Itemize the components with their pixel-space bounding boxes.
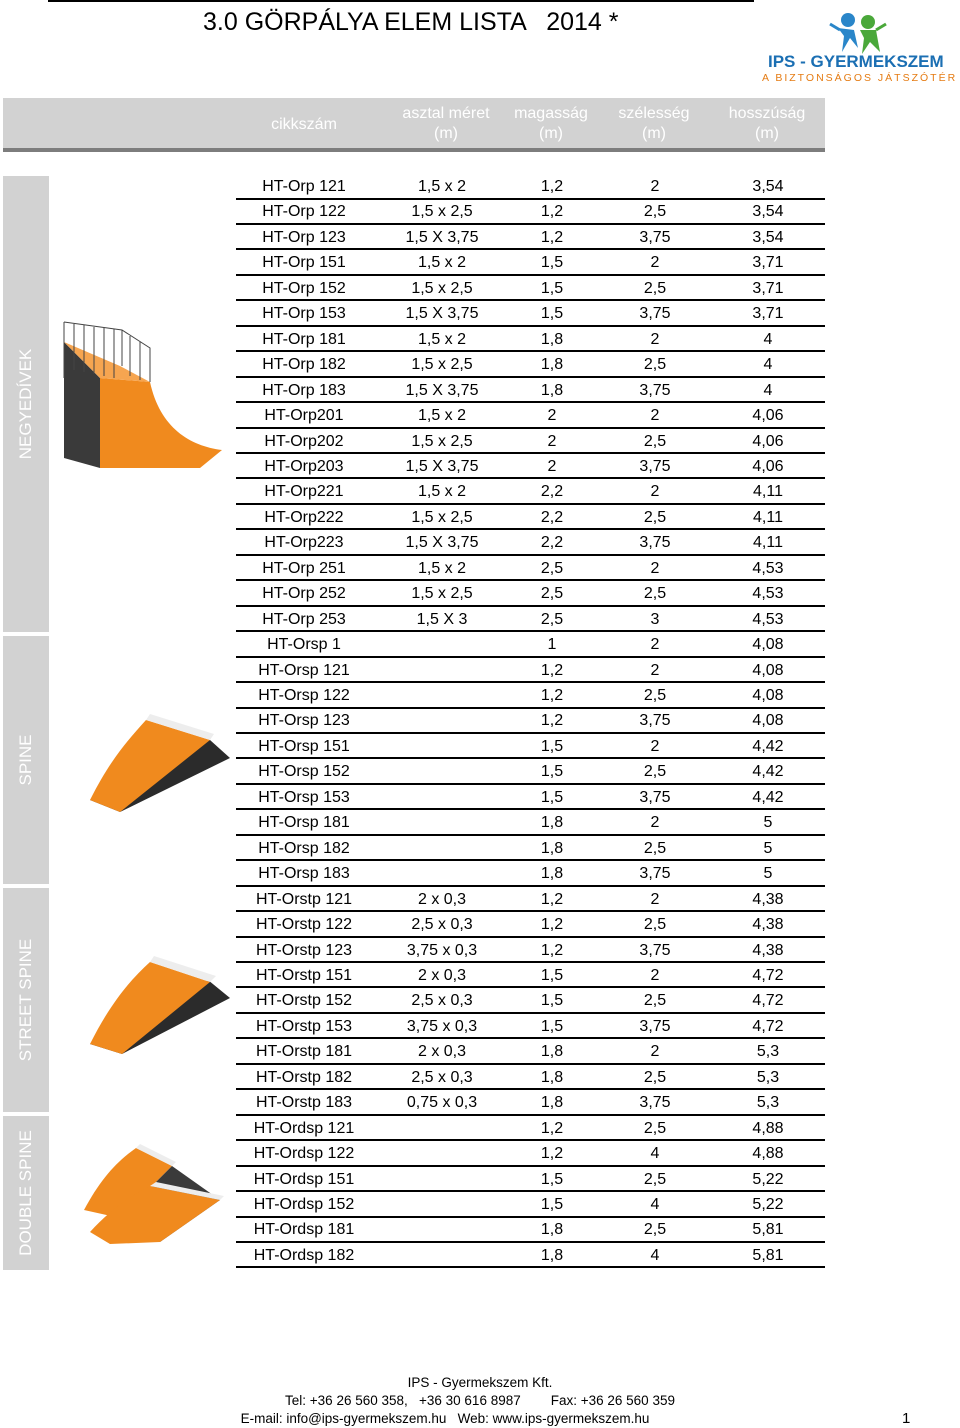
- cell-length: 5,3: [756, 1068, 780, 1086]
- cell-table-size: 1,5 x 2,5: [411, 508, 473, 526]
- cell-height: 1,2: [540, 228, 564, 246]
- cell-height: 1,5: [540, 1017, 564, 1035]
- table-row: [236, 327, 825, 353]
- cell-height: 1,5: [540, 305, 564, 323]
- cell-height: 1,8: [540, 839, 564, 857]
- cell-height: 1,8: [540, 1043, 564, 1061]
- table-row: [236, 632, 825, 658]
- cell-table-size: 3,75 x 0,3: [406, 941, 478, 959]
- cell-length: 4: [763, 330, 773, 348]
- cell-code: HT-Orp 121: [262, 178, 346, 195]
- group-label-quarter-pipes: NEGYEDÍVEK: [3, 176, 49, 632]
- group-label-street-spine: STREET SPINE: [3, 888, 49, 1112]
- cell-width: 2: [650, 636, 660, 654]
- table-row: [236, 938, 825, 964]
- table-row: [236, 505, 825, 531]
- cell-code: HT-Orstp 183: [255, 1094, 353, 1112]
- page-title: 3.0 GÖRPÁLYA ELEM LISTA 2014 *: [203, 8, 619, 36]
- cell-code: HT-Orp 181: [262, 330, 346, 348]
- table-row: [236, 581, 825, 607]
- cell-code: HT-Orstp 121: [255, 890, 353, 908]
- cell-height: 1,2: [540, 712, 564, 730]
- header-height: [511, 104, 591, 144]
- company-logo: [758, 8, 958, 86]
- cell-code: HT-Ordsp 182: [253, 1246, 355, 1264]
- cell-width: 3,75: [639, 457, 671, 475]
- cell-length: 4,72: [752, 992, 784, 1010]
- table-row: [236, 199, 825, 225]
- cell-length: 4,88: [752, 1145, 784, 1163]
- header-width-label: szélesség: [618, 105, 690, 122]
- cell-width: 2,5: [643, 1170, 667, 1188]
- table-row: [236, 1167, 825, 1193]
- table-row: [236, 912, 825, 938]
- top-rule: [48, 0, 754, 2]
- cell-width: 4: [650, 1145, 660, 1163]
- cell-height: 1,5: [540, 737, 564, 755]
- cell-code: HT-Ordsp 181: [253, 1221, 355, 1239]
- cell-length: 4,08: [752, 661, 784, 679]
- cell-height: 1,5: [540, 279, 564, 297]
- table-row: [236, 963, 825, 989]
- cell-code: HT-Orp203: [264, 457, 344, 475]
- header-table-size-unit: (m): [434, 125, 458, 142]
- cell-code: HT-Orstp 182: [255, 1068, 353, 1086]
- cell-length: 4,11: [753, 508, 783, 526]
- cell-width: 2: [650, 661, 660, 679]
- footer-phones: Tel: +36 26 560 358, +36 30 616 8987 Fax: +36 26 560 359: [285, 1393, 675, 1408]
- table-row: [236, 658, 825, 684]
- cell-height: 1,5: [540, 254, 564, 272]
- group-label-spine: SPINE: [3, 636, 49, 884]
- cell-width: 4: [650, 1196, 660, 1213]
- cell-length: 4,42: [752, 737, 784, 755]
- cell-width: 3,75: [639, 941, 671, 959]
- cell-table-size: 2 x 0,3: [417, 966, 467, 984]
- cell-height: 1,8: [540, 356, 564, 374]
- cell-width: 2: [650, 814, 660, 832]
- cell-length: 5: [763, 814, 773, 832]
- cell-height: 1,2: [540, 1119, 564, 1137]
- cell-width: 2,5: [643, 279, 667, 297]
- cell-height: 1,8: [540, 381, 564, 399]
- cell-code: HT-Orsp 122: [258, 687, 350, 704]
- cell-length: 4,38: [752, 890, 784, 908]
- cell-length: 4,11: [753, 534, 783, 552]
- cell-width: 3,75: [639, 381, 671, 399]
- cell-code: HT-Ordsp 121: [253, 1119, 355, 1137]
- cell-height: 1,2: [540, 941, 564, 959]
- cell-code: HT-Orp 152: [262, 279, 346, 297]
- cell-length: 3,71: [752, 305, 784, 323]
- cell-length: 4: [763, 381, 773, 399]
- cell-code: HT-Orp 252: [262, 585, 346, 603]
- cell-width: 3,75: [639, 1094, 671, 1112]
- cell-length: 4,08: [752, 712, 784, 730]
- cell-height: 1,8: [540, 330, 564, 348]
- cell-length: 4,06: [752, 457, 784, 475]
- cell-table-size: 1,5 X 3,75: [405, 228, 479, 246]
- cell-length: 3,54: [752, 203, 784, 221]
- cell-length: 5: [763, 865, 773, 883]
- cell-width: 3,75: [639, 1017, 671, 1035]
- cell-length: 4,42: [752, 788, 784, 806]
- cell-height: 1,5: [540, 992, 564, 1010]
- cell-height: 1,2: [540, 1145, 564, 1163]
- cell-table-size: 1,5 x 2,5: [411, 356, 473, 374]
- cell-width: 3: [650, 610, 660, 628]
- cell-height: 2,2: [540, 508, 564, 526]
- table-row: [236, 174, 825, 200]
- table-row: [236, 708, 825, 734]
- cell-code: HT-Orstp 153: [255, 1017, 353, 1035]
- cell-width: 2,5: [643, 203, 667, 221]
- cell-height: 1,5: [540, 1170, 564, 1188]
- cell-table-size: 2,5 x 0,3: [411, 992, 473, 1010]
- cell-code: HT-Orp 153: [262, 305, 346, 323]
- cell-code: HT-Orsp 181: [258, 814, 350, 832]
- cell-width: 2: [650, 559, 660, 577]
- cell-code: HT-Orstp 122: [255, 916, 353, 934]
- cell-table-size: 2 x 0,3: [417, 1043, 467, 1061]
- cell-code: HT-Orp 123: [262, 228, 346, 246]
- table-header: [3, 98, 825, 152]
- cell-height: 1,2: [540, 687, 564, 704]
- cell-width: 3,75: [639, 788, 671, 806]
- header-height-label: magasság: [514, 105, 588, 122]
- cell-table-size: 1,5 X 3,75: [405, 381, 479, 399]
- table-row: [236, 887, 825, 913]
- cell-length: 4,42: [752, 763, 784, 781]
- cell-width: 3,75: [639, 712, 671, 730]
- cell-width: 2: [650, 1043, 660, 1061]
- cell-width: 2,5: [643, 585, 667, 603]
- table-row: [236, 836, 825, 862]
- table-row: [236, 352, 825, 378]
- cell-code: HT-Orp 151: [262, 254, 346, 272]
- cell-width: 2: [650, 483, 660, 501]
- cell-code: HT-Orstp 181: [255, 1043, 353, 1061]
- table-row: [236, 1141, 825, 1167]
- table-row: [236, 1090, 825, 1116]
- cell-height: 2: [547, 457, 557, 475]
- table-row: [236, 403, 825, 429]
- cell-code: HT-Orp202: [264, 432, 344, 450]
- cell-width: 2,5: [643, 1068, 667, 1086]
- cell-length: 4,11: [753, 483, 783, 501]
- table-row: [236, 1039, 825, 1065]
- cell-code: HT-Orsp 153: [258, 788, 350, 806]
- table-row: [236, 429, 825, 455]
- cell-width: 4: [650, 1246, 660, 1264]
- cell-height: 2,2: [540, 483, 564, 501]
- cell-height: 1: [547, 636, 557, 654]
- street-spine-image: [50, 944, 234, 1064]
- table-row: [236, 810, 825, 836]
- cell-code: HT-Orsp 182: [258, 839, 350, 857]
- table-row: [236, 1065, 825, 1091]
- cell-width: 2,5: [643, 839, 667, 857]
- cell-code: HT-Orp 183: [262, 381, 346, 399]
- cell-width: 3,75: [639, 865, 671, 883]
- cell-width: 2,5: [643, 763, 667, 781]
- cell-length: 4,08: [752, 687, 784, 704]
- cell-width: 2,5: [643, 687, 667, 704]
- cell-length: 4,72: [752, 1017, 784, 1035]
- cell-width: 3,75: [639, 228, 671, 246]
- cell-height: 2,5: [540, 559, 564, 577]
- spine-image: [50, 700, 234, 820]
- footer-contact: E-mail: info@ips-gyermekszem.hu Web: www.ips-gyermekszem.hu: [240, 1411, 650, 1426]
- cell-height: 1,5: [540, 966, 564, 984]
- cell-length: 4,08: [752, 636, 784, 654]
- table-row: [236, 734, 825, 760]
- children-figures-icon: [758, 8, 958, 58]
- table-row: [236, 1217, 825, 1243]
- cell-code: HT-Orstp 151: [255, 966, 353, 984]
- cell-length: 5,81: [752, 1221, 784, 1239]
- page-number: 1: [902, 1410, 911, 1427]
- cell-length: 4,53: [752, 610, 784, 628]
- table-row: [236, 556, 825, 582]
- table-row: [236, 1014, 825, 1040]
- cell-height: 2,5: [540, 585, 564, 603]
- cell-table-size: 0,75 x 0,3: [406, 1094, 478, 1112]
- table-row: [236, 988, 825, 1014]
- cell-table-size: 1,5 X 3,75: [405, 305, 479, 323]
- footer-company: IPS - Gyermekszem Kft.: [407, 1375, 553, 1390]
- table-row: [236, 276, 825, 302]
- cell-width: 2,5: [643, 1119, 667, 1137]
- cell-height: 1,8: [540, 1221, 564, 1239]
- header-length-unit: (m): [755, 125, 779, 142]
- cell-code: HT-Orp 251: [262, 559, 346, 577]
- table-row: [236, 1116, 825, 1142]
- cell-height: 1,8: [540, 865, 564, 883]
- table-row: [236, 225, 825, 251]
- cell-length: 4,06: [752, 407, 784, 425]
- table-row: [236, 454, 825, 480]
- header-width: [591, 104, 717, 144]
- double-spine-image: [50, 1140, 234, 1250]
- cell-width: 2: [650, 966, 660, 984]
- cell-height: 1,2: [540, 203, 564, 221]
- cell-table-size: 1,5 x 2: [417, 407, 467, 425]
- cell-table-size: 3,75 x 0,3: [406, 1017, 478, 1035]
- cell-length: 3,71: [752, 279, 784, 297]
- cell-table-size: 1,5 x 2,5: [411, 432, 473, 450]
- cell-length: 4,88: [752, 1119, 784, 1137]
- group-label-double-spine: DOUBLE SPINE: [3, 1116, 49, 1270]
- cell-width: 2,5: [643, 916, 667, 934]
- cell-code: HT-Orp 122: [262, 203, 346, 221]
- cell-code: HT-Orp221: [264, 483, 344, 501]
- table-row: [236, 250, 825, 276]
- cell-width: 2,5: [643, 356, 667, 374]
- cell-height: 2: [547, 432, 557, 450]
- cell-code: HT-Ordsp 152: [253, 1196, 355, 1213]
- cell-code: HT-Orp 253: [262, 610, 346, 628]
- header-width-unit: (m): [642, 125, 666, 142]
- cell-length: 3,54: [752, 228, 784, 246]
- cell-length: 5,22: [752, 1196, 784, 1213]
- cell-code: HT-Ordsp 151: [253, 1170, 355, 1188]
- cell-code: HT-Orstp 123: [255, 941, 353, 959]
- table-row: [236, 607, 825, 633]
- cell-code: HT-Orsp 121: [258, 661, 350, 679]
- cell-height: 2,5: [540, 610, 564, 628]
- cell-length: 5,22: [752, 1170, 784, 1188]
- cell-height: 1,2: [540, 890, 564, 908]
- cell-height: 1,5: [540, 1196, 564, 1213]
- cell-length: 5,81: [752, 1246, 784, 1264]
- cell-height: 1,8: [540, 1068, 564, 1086]
- cell-width: 2: [650, 254, 660, 272]
- cell-height: 1,8: [540, 1246, 564, 1264]
- cell-table-size: 1,5 X 3: [416, 610, 468, 628]
- cell-height: 1,2: [540, 916, 564, 934]
- cell-code: HT-Orsp 1: [267, 636, 341, 654]
- cell-table-size: 1,5 x 2: [417, 178, 467, 195]
- table-row: [236, 785, 825, 811]
- cell-height: 2,2: [540, 534, 564, 552]
- cell-table-size: 1,5 x 2,5: [411, 279, 473, 297]
- cell-height: 1,5: [540, 788, 564, 806]
- cell-length: 4: [763, 356, 773, 374]
- cell-code: HT-Orp201: [264, 407, 344, 425]
- cell-length: 5,3: [756, 1094, 780, 1112]
- cell-code: HT-Orsp 183: [258, 865, 350, 883]
- cell-table-size: 1,5 x 2: [417, 254, 467, 272]
- cell-length: 4,06: [752, 432, 784, 450]
- table-row: [236, 301, 825, 327]
- cell-width: 2: [650, 407, 660, 425]
- cell-table-size: 2 x 0,3: [417, 890, 467, 908]
- table-row: [236, 759, 825, 785]
- table-row: [236, 861, 825, 887]
- cell-table-size: 1,5 x 2,5: [411, 585, 473, 603]
- cell-length: 3,71: [752, 254, 784, 272]
- cell-width: 2: [650, 890, 660, 908]
- logo-name: IPS - GYERMEKSZEM: [768, 52, 944, 71]
- cell-width: 2,5: [643, 992, 667, 1010]
- cell-code: HT-Orp 182: [262, 356, 346, 374]
- cell-length: 3,54: [752, 178, 784, 195]
- header-length: [715, 104, 819, 144]
- cell-length: 4,38: [752, 941, 784, 959]
- cell-width: 2: [650, 330, 660, 348]
- cell-code: HT-Orp223: [264, 534, 344, 552]
- header-table-size-label: asztal méret: [402, 105, 490, 122]
- cell-table-size: 1,5 X 3,75: [405, 457, 479, 475]
- header-length-label: hosszúság: [728, 105, 806, 122]
- quarter-pipe-image: [50, 318, 234, 468]
- cell-length: 4,38: [752, 916, 784, 934]
- table-row: [236, 1243, 825, 1269]
- cell-code: HT-Orsp 152: [258, 763, 350, 781]
- cell-table-size: 1,5 x 2: [417, 559, 467, 577]
- cell-height: 1,8: [540, 1094, 564, 1112]
- cell-code: HT-Orp222: [264, 508, 344, 526]
- table-row: [236, 1192, 825, 1218]
- cell-height: 1,8: [540, 814, 564, 832]
- cell-code: HT-Orstp 152: [255, 992, 353, 1010]
- cell-width: 3,75: [639, 534, 671, 552]
- cell-length: 5: [763, 839, 773, 857]
- cell-table-size: 1,5 x 2,5: [411, 203, 473, 221]
- cell-table-size: 1,5 x 2: [417, 330, 467, 348]
- cell-width: 2: [650, 178, 660, 195]
- header-table-size: [376, 104, 516, 144]
- cell-width: 2,5: [643, 432, 667, 450]
- table-row: [236, 479, 825, 505]
- header-code: cikkszám: [271, 116, 337, 133]
- cell-height: 2: [547, 407, 557, 425]
- logo-tagline: A BIZTONSÁGOS JÁTSZÓTÉR: [762, 72, 958, 84]
- cell-height: 1,2: [540, 661, 564, 679]
- table-row: [236, 683, 825, 709]
- cell-width: 2: [650, 737, 660, 755]
- cell-length: 5,3: [756, 1043, 780, 1061]
- cell-code: HT-Ordsp 122: [253, 1145, 355, 1163]
- cell-length: 4,53: [752, 559, 784, 577]
- cell-length: 4,53: [752, 585, 784, 603]
- table-row: [236, 530, 825, 556]
- cell-code: HT-Orsp 123: [258, 712, 350, 730]
- cell-height: 1,5: [540, 763, 564, 781]
- cell-width: 3,75: [639, 305, 671, 323]
- cell-height: 1,2: [540, 178, 564, 195]
- cell-length: 4,72: [752, 966, 784, 984]
- cell-width: 2,5: [643, 508, 667, 526]
- cell-code: HT-Orsp 151: [258, 737, 350, 755]
- cell-width: 2,5: [643, 1221, 667, 1239]
- table-row: [236, 378, 825, 404]
- header-height-unit: (m): [539, 125, 563, 142]
- cell-table-size: 2,5 x 0,3: [411, 916, 473, 934]
- cell-table-size: 1,5 X 3,75: [405, 534, 479, 552]
- cell-table-size: 2,5 x 0,3: [411, 1068, 473, 1086]
- cell-table-size: 1,5 x 2: [417, 483, 467, 501]
